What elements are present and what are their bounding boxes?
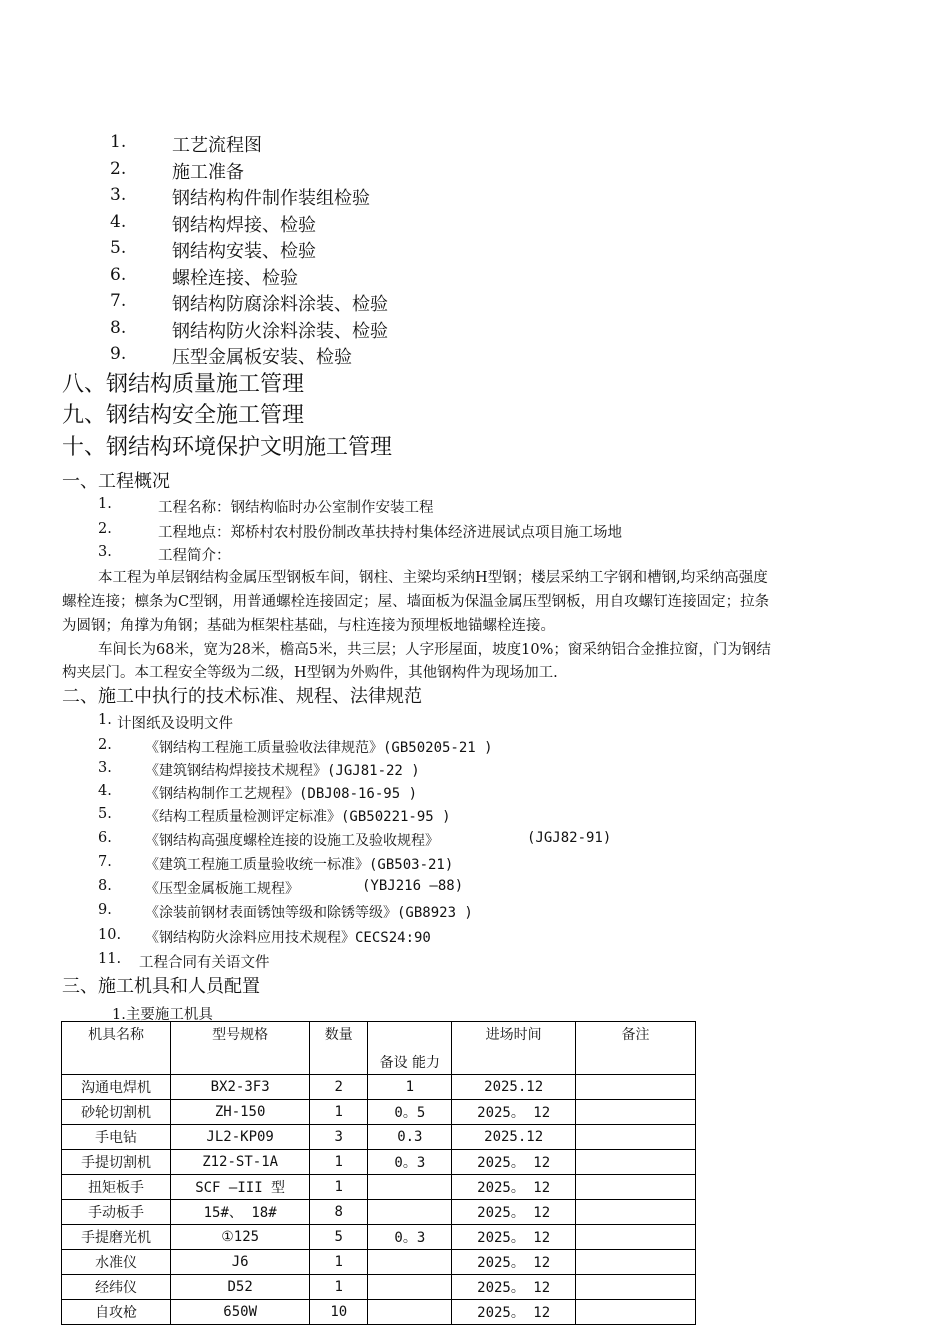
toc-num: 1.: [110, 132, 127, 152]
cell-model: 650W: [171, 1300, 310, 1325]
cell-date: 2025。 12: [452, 1100, 576, 1125]
item-text: 《钢结构防火涂料应用技术规程》CECS24:90: [145, 930, 431, 946]
section-heading: 二、施工中执行的技术标准、规程、法律规范: [62, 686, 422, 707]
toc-item: 螺栓连接、检验: [172, 268, 298, 289]
cell-note: [576, 1100, 696, 1125]
cell-power: 1: [368, 1075, 452, 1100]
item-num: 10.: [98, 927, 122, 943]
cell-note: [576, 1175, 696, 1200]
item-text: 《涂装前钢材表面锈蚀等级和除锈等级》(GB8923 ): [145, 905, 473, 921]
item-num: 11.: [98, 951, 122, 967]
item-text: 《钢结构高强度螺栓连接的设施工及验收规程》: [145, 833, 439, 849]
cell-date: 2025。 12: [452, 1175, 576, 1200]
cell-name: 手提磨光机: [62, 1225, 171, 1250]
table-row: [62, 1275, 696, 1300]
cell-qty: 2: [310, 1075, 368, 1100]
item-num: 3.: [98, 544, 112, 560]
cell-model: 15#、 18#: [171, 1200, 310, 1225]
cell-note: [576, 1250, 696, 1275]
cell-note: [576, 1150, 696, 1175]
item-num: 6.: [98, 830, 112, 846]
item-text: 工程合同有关语文件: [139, 955, 270, 971]
paragraph-line: 螺栓连接；檩条为C型钢，用普通螺栓连接固定；屋、墙面板为保温金属压型钢板，用自攻螺钉连接固定；拉条: [62, 594, 770, 610]
item-text: 《钢结构工程施工质量验收法律规范》(GB50205-21 ): [145, 740, 493, 756]
major-heading: 十、钢结构环境保护文明施工管理: [62, 435, 393, 460]
paragraph-line: 车间长为68米，宽为28米，檐高5米，共三层；人字形屋面，坡度10%；窗采纳铝合金推拉窗，门为钢结: [98, 642, 771, 658]
cell-note: [576, 1300, 696, 1325]
cell-power: 0。5: [368, 1100, 452, 1125]
cell-name: 砂轮切割机: [62, 1100, 171, 1125]
cell-model: ①125: [171, 1225, 310, 1250]
table-header-row: [62, 1022, 696, 1075]
cell-date: 2025.12: [452, 1125, 576, 1150]
cell-date: 2025.12: [452, 1075, 576, 1100]
cell-power: 0.3: [368, 1125, 452, 1150]
cell-date: 2025。 12: [452, 1225, 576, 1250]
toc-num: 9.: [110, 344, 127, 364]
cell-name: 扭矩板手: [62, 1175, 171, 1200]
cell-name: 水准仪: [62, 1250, 171, 1275]
table-row: [62, 1150, 696, 1175]
item-text: 《建筑工程施工质量验收统一标准》(GB503-21): [145, 857, 454, 873]
table-row: [62, 1225, 696, 1250]
cell-power: 0。3: [368, 1225, 452, 1250]
paragraph-line: 本工程为单层钢结构金属压型钢板车间，钢柱、主梁均采纳H型钢；楼层采纳工字钢和槽钢,均采纳高强度: [98, 570, 768, 586]
item-num: 4.: [98, 783, 112, 799]
major-heading: 九、钢结构安全施工管理: [62, 403, 305, 428]
cell-note: [576, 1225, 696, 1250]
cell-date: 2025。 12: [452, 1150, 576, 1175]
cell-qty: 8: [310, 1200, 368, 1225]
cell-qty: 1: [310, 1150, 368, 1175]
cell-power: 0。3: [368, 1150, 452, 1175]
cell-model: D52: [171, 1275, 310, 1300]
cell-name: 经纬仪: [62, 1275, 171, 1300]
item-code: (YBJ216 —88): [362, 878, 464, 894]
cell-qty: 1: [310, 1250, 368, 1275]
section-heading: 一、工程概况: [62, 471, 170, 492]
cell-power: [368, 1200, 452, 1225]
col-header-name: 机具名称: [62, 1022, 171, 1075]
item-num: 7.: [98, 854, 112, 870]
cell-date: 2025。 12: [452, 1200, 576, 1225]
cell-power: [368, 1250, 452, 1275]
item-text: 《建筑钢结构焊接技术规程》(JGJ81-22 ): [145, 763, 420, 779]
item-num: 1.: [98, 496, 112, 512]
cell-power: [368, 1175, 452, 1200]
toc-item: 钢结构焊接、检验: [172, 215, 316, 236]
major-heading: 八、钢结构质量施工管理: [62, 372, 305, 397]
cell-date: 2025。 12: [452, 1275, 576, 1300]
item-num: 9.: [98, 902, 112, 918]
cell-note: [576, 1275, 696, 1300]
item-num: 2.: [98, 737, 112, 753]
cell-model: ZH-150: [171, 1100, 310, 1125]
cell-qty: 1: [310, 1175, 368, 1200]
cell-note: [576, 1075, 696, 1100]
table-row: [62, 1200, 696, 1225]
item-text: 工程简介：: [158, 548, 231, 564]
toc-num: 6.: [110, 265, 127, 285]
equipment-table: [61, 1021, 696, 1325]
col-header-power: 备设 能力: [368, 1022, 452, 1075]
cell-power: [368, 1275, 452, 1300]
col-header-date: 进场时间: [452, 1022, 576, 1075]
cell-date: 2025。 12: [452, 1250, 576, 1275]
toc-item: 钢结构安装、检验: [172, 241, 316, 262]
toc-num: 4.: [110, 212, 127, 232]
cell-qty: 5: [310, 1225, 368, 1250]
cell-note: [576, 1200, 696, 1225]
toc-item: 施工准备: [172, 162, 244, 183]
section-heading: 三、施工机具和人员配置: [62, 976, 260, 997]
cell-qty: 1: [310, 1100, 368, 1125]
col-header-model: 型号规格: [171, 1022, 310, 1075]
cell-model: SCF —III 型: [171, 1175, 310, 1200]
item-num: 5.: [98, 806, 112, 822]
item-text: 《压型金属板施工规程》: [145, 881, 299, 897]
toc-item: 工艺流程图: [172, 135, 262, 156]
cell-power: [368, 1300, 452, 1325]
toc-num: 8.: [110, 318, 127, 338]
cell-date: 2025。 12: [452, 1300, 576, 1325]
item-num: 8.: [98, 878, 112, 894]
cell-model: BX2-3F3: [171, 1075, 310, 1100]
cell-name: 手电钻: [62, 1125, 171, 1150]
table-row: [62, 1175, 696, 1200]
toc-item: 钢结构防火涂料涂装、检验: [172, 321, 388, 342]
col-header-note: 备注: [576, 1022, 696, 1075]
paragraph-line: 为圆钢；角撑为角钢；基础为框架柱基础，与柱连接为预埋板地锚螺栓连接。: [62, 618, 555, 634]
table-caption: 1.主要施工机具: [112, 1007, 213, 1023]
table-row: [62, 1100, 696, 1125]
item-num: 2.: [98, 521, 112, 537]
toc-item: 钢结构防腐涂料涂装、检验: [172, 294, 388, 315]
table-row: [62, 1075, 696, 1100]
cell-name: 沟通电焊机: [62, 1075, 171, 1100]
cell-qty: 1: [310, 1275, 368, 1300]
item-text: 工程地点：郑桥村农村股份制改革扶持村集体经济进展试点项目施工场地: [158, 525, 622, 541]
cell-model: Z12-ST-1A: [171, 1150, 310, 1175]
cell-name: 手提切割机: [62, 1150, 171, 1175]
cell-note: [576, 1125, 696, 1150]
item-code: (JGJ82-91): [527, 830, 612, 846]
item-text: 计图纸及设明文件: [117, 716, 233, 732]
cell-name: 手动板手: [62, 1200, 171, 1225]
item-num: 1.: [98, 712, 112, 728]
toc-item: 压型金属板安装、检验: [172, 347, 352, 368]
paragraph-line: 构夹层门。本工程安全等级为二级，H型钢为外购件，其他钢构件为现场加工.: [62, 665, 558, 681]
col-header-qty: 数量: [310, 1022, 368, 1075]
toc-num: 7.: [110, 291, 127, 311]
cell-name: 自攻枪: [62, 1300, 171, 1325]
toc-num: 2.: [110, 159, 127, 179]
cell-qty: 10: [310, 1300, 368, 1325]
table-row: [62, 1300, 696, 1325]
table-row: [62, 1125, 696, 1150]
toc-num: 5.: [110, 238, 127, 258]
cell-qty: 3: [310, 1125, 368, 1150]
item-text: 《结构工程质量检测评定标准》(GB50221-95 ): [145, 809, 451, 825]
item-text: 工程名称：钢结构临时办公室制作安装工程: [158, 500, 434, 516]
toc-num: 3.: [110, 185, 127, 205]
table-row: [62, 1250, 696, 1275]
cell-model: JL2-KP09: [171, 1125, 310, 1150]
toc-item: 钢结构构件制作装组检验: [172, 188, 370, 209]
item-num: 3.: [98, 760, 112, 776]
cell-model: J6: [171, 1250, 310, 1275]
item-text: 《钢结构制作工艺规程》(DBJ08-16-95 ): [145, 786, 418, 802]
